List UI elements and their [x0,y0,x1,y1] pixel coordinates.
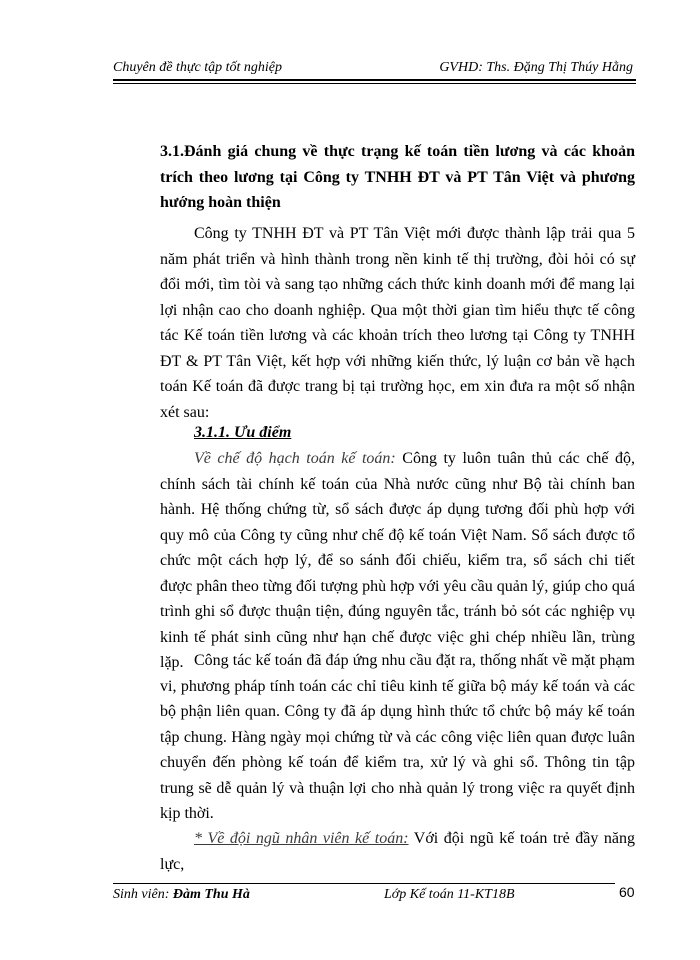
paragraph-lead: * Về đội ngũ nhân viên kế toán: [194,830,409,847]
intro-paragraph: Công ty TNHH ĐT và PT Tân Việt mới được thành lập trải qua 5 năm phát triển và hình thành trong nền kinh tế thị trường, đòi hỏi có sự đổi mới, tìm tòi và sang tạo những cách thức kinh doanh mới để mang lại lợi nhận cao cho doanh nghiệp. Qua một thời gian tìm hiểu thực tế công tác Kế toán tiền lương và các khoản trích theo lương tại Công ty TNHH ĐT & PT Tân Việt, kết hợp với những kiến thức, lý luận cơ bản về hạch toán Kế toán đã được trang bị tại trường học, em xin đưa ra một số nhận xét sau: [160,225,635,421]
paragraph-lead: Về chế độ hạch toán kế toán: [194,450,396,467]
footer-student-label: Sinh viên: [113,887,173,902]
section-heading: 3.1.Đánh giá chung về thực trạng kế toán tiền lương và các khoản trích theo lương tại Công ty TNHH ĐT và PT Tân Việt và phương hướng hoàn thiện [160,143,635,211]
paragraph-body: Với đội ngũ kế toán trẻ đầy năng lực, [160,830,635,873]
paragraph-body: Công ty luôn tuân thủ các chế độ, chính sách tài chính kế toán của Nhà nước cũng như Bộ tài chính ban hành. Hệ thống chứng từ, sổ sách được áp dụng tương đối phù hợp với quy mô của Công ty cũng như chế độ kế toán Việt Nam. Sổ sách được tổ chức một cách hợp lý, để so sánh đối chiếu, kiểm tra, sổ sách chi tiết được phân theo từng đối tượng phù hợp với yêu cầu quản lý, giúp cho quá trình ghi sổ được thuận tiện, đúng nguyên tắc, tránh bỏ sót các nghiệp vụ kinh tế phát sinh cũng như hạn chế được việc ghi chép nhiều lần, trùng lặp. [160,450,635,671]
footer-student-name: Đàm Thu Hà [172,887,250,902]
page-header [113,56,633,80]
paragraph-accounting-work: Công tác kế toán đã đáp ứng nhu cầu đặt ra, thống nhất về mặt phạm vi, phương pháp tính toán các chỉ tiêu kinh tế giữa bộ máy kế toán và các bộ phận liên quan. Công ty đã áp dụng hình thức tổ chức bộ máy kế toán tập chung. Hàng ngày mọi chứng từ và các công việc liên quan được luân chuyển đến phòng kế toán để kiểm tra, xử lý và ghi sổ. Thông tin tập trung sẽ dễ quản lý và thuận lợi cho nhà quản lý trong việc ra quyết định kịp thời. [160,652,635,822]
subsection-heading: 3.1.1. Ưu điểm [194,424,292,441]
header-title: Chuyên đề thực tập tốt nghiệp [113,60,282,75]
footer-rule [113,883,615,884]
footer-class: Lớp Kế toán 11-KT18B [384,887,515,902]
paragraph-accounting-regime [160,446,635,676]
page-number: 60 [619,884,635,900]
header-rule-thin [113,83,636,84]
header-advisor: GVHD: Ths. Đặng Thị Thúy Hằng [439,60,633,75]
paragraph-staff [160,826,635,877]
header-rule [113,79,636,81]
footer-student [113,887,250,903]
